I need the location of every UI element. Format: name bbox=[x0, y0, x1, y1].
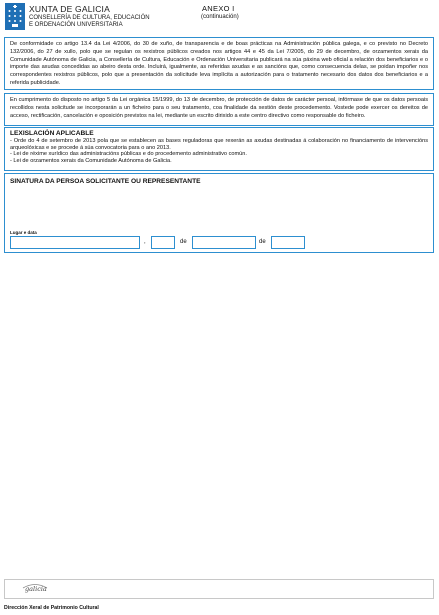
signature-title: SINATURA DA PERSOA SOLICITANTE OU REPRESENTANTE bbox=[10, 178, 201, 185]
data-protection-text: En cumprimento do disposto no artigo 5 da Lei orgánica 15/1999, do 13 de decembro, de protección de datos de carácter persoal, infórmase de que os datos persoais recollidos nesta solicitude se incorporarán a un ficheiro para o seu tratamento, coa finalidade da xestión deste procedemento. Vostede pode exercer os dereitos de acceso, rectificación, cancelación e oposición previstos na lei, mediante un escrito dirixido a este centro directivo como responsable do ficheiro. bbox=[10, 97, 428, 119]
comma-separator: , bbox=[144, 239, 146, 245]
data-protection-section bbox=[4, 93, 434, 126]
document-header bbox=[5, 3, 435, 35]
signature-section bbox=[4, 173, 434, 253]
legislation-item: - Orde do 4 de setembro de 2013 pola que se establecen as bases reguladoras que rexerán as axudas destinadas á colaboración no financiamento de intervencións arqueolóxicas e se procede á súa convocatoria para o ano 2013. bbox=[10, 138, 428, 151]
day-field[interactable] bbox=[151, 236, 175, 249]
footer-logo-box bbox=[4, 579, 434, 599]
month-field[interactable] bbox=[192, 236, 256, 249]
galicia-logo: galicia bbox=[25, 585, 47, 593]
de-label: de bbox=[259, 239, 266, 245]
org-name: XUNTA DE GALICIA bbox=[29, 4, 110, 14]
transparency-text: De conformidade co artigo 13.4 da Lei 4/2006, do 30 de xuño, de transparencia e de boas prácticas na Administración pública galega, e co previsto no Decreto 132/2006, do 27 de xullo, polo que se regulan os rexistros públicos creados nos artigos 44 e 45 da Lei 7/2005, do 29 de decembro, de orzamentos xerais da Comunidade Autónoma de Galicia, a Consellería de Cultura, Educación e Ordenación Universitaria publicará na súa páxina web oficial a relación dos beneficiarios e o importe das axudas concedidas ao abeiro desta orde. Incluirá, igualmente, as referidas axudas e as sancións que, como consecuencia delas, se poidan impoñer nos correspondentes rexistros públicos, polo que a presentación da solicitude leva implícita a autorización para o tratamento necesario dos datos dos beneficiarios e a referida publicidade. bbox=[10, 41, 428, 86]
department-line2: E ORDENACIÓN UNIVERSITARIA bbox=[29, 22, 123, 28]
annex-title: ANEXO I bbox=[202, 4, 235, 13]
annex-subtitle: (continuación) bbox=[201, 14, 239, 20]
legislation-item: - Lei de réxime xurídico das administracións públicas e do procedemento administrativo común. bbox=[10, 151, 247, 158]
place-date-label: Lugar e data bbox=[10, 230, 37, 235]
legislation-section bbox=[4, 127, 434, 171]
legislation-title: LEXISLACIÓN APLICABLE bbox=[10, 130, 94, 137]
department-line1: CONSELLERÍA DE CULTURA, EDUCACIÓN bbox=[29, 15, 150, 21]
de-label: de bbox=[180, 239, 187, 245]
year-field[interactable] bbox=[271, 236, 305, 249]
directorate-name: Dirección Xeral de Patrimonio Cultural bbox=[4, 605, 99, 611]
transparency-section bbox=[4, 37, 434, 90]
xunta-shield-icon bbox=[5, 3, 25, 30]
legislation-item: - Lei de orzamentos xerais da Comunidade Autónoma de Galicia. bbox=[10, 157, 172, 164]
place-field[interactable] bbox=[10, 236, 140, 249]
